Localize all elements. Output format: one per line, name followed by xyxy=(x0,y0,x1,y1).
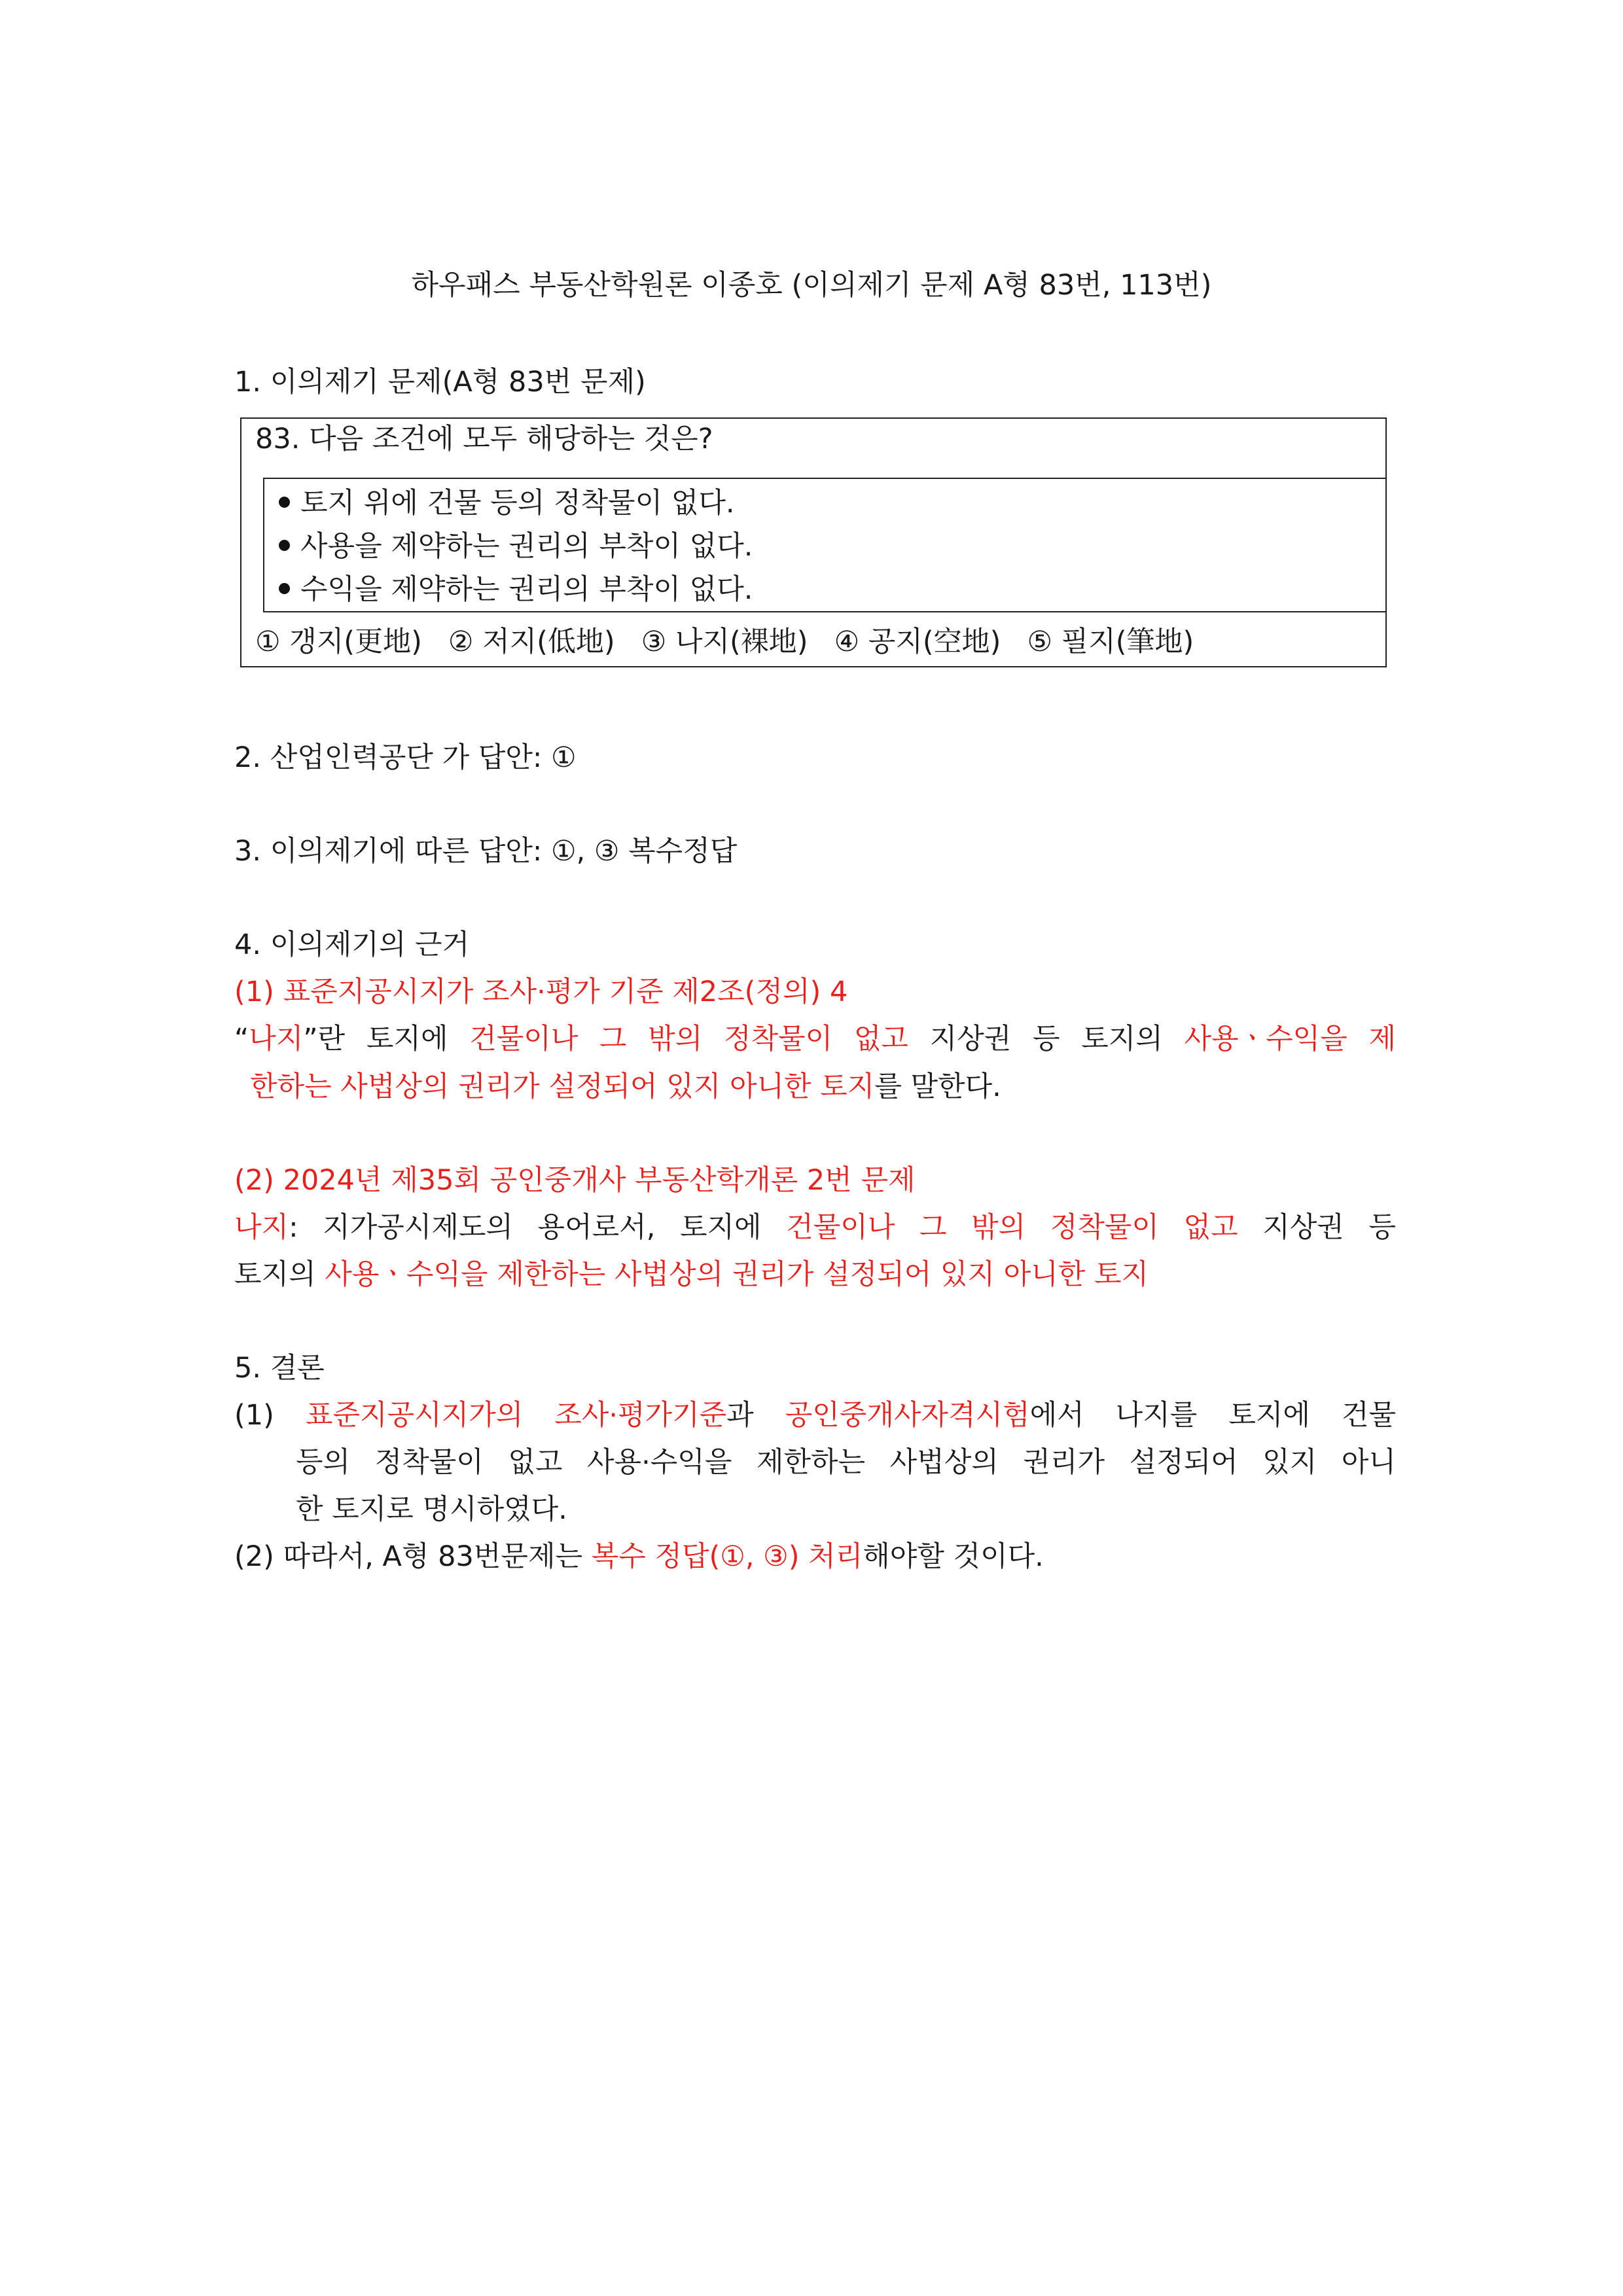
bullet-icon xyxy=(279,583,290,594)
choice-5: ⑤ 필지(筆地) xyxy=(1027,626,1194,658)
condition-item: 수익을 제약하는 권리의 부착이 없다. xyxy=(279,568,753,611)
choice-4: ④ 공지(空地) xyxy=(834,626,1001,658)
choice-2: ② 저지(低地) xyxy=(448,626,615,658)
basis-1-line-1: “나지”란 토지에 건물이나 그 밖의 정착물이 없고 지상권 등 토지의 사용ㆍ수익을 제 xyxy=(234,1023,1396,1055)
basis-1-heading: (1) 표준지공시지가 조사·평가 기준 제2조(정의) 4 xyxy=(234,976,848,1008)
section-3-text: 3. 이의제기에 따른 답안: ①, ③ 복수정답 xyxy=(234,835,738,868)
choice-3: ③ 나지(裸地) xyxy=(641,626,808,658)
choice-1: ① 갱지(更地) xyxy=(255,626,422,658)
section-4-heading: 4. 이의제기의 근거 xyxy=(234,928,470,961)
basis-2-line-2: 토지의 사용ㆍ수익을 제한하는 사법상의 권리가 설정되어 있지 아니한 토지 xyxy=(234,1258,1149,1291)
conclusion-1-line-3: 한 토지로 명시하였다. xyxy=(296,1493,567,1526)
bullet-icon xyxy=(279,540,290,551)
bullet-icon xyxy=(279,497,290,508)
question-text: 83. 다음 조건에 모두 해당하는 것은? xyxy=(255,423,713,455)
question-box xyxy=(240,417,1387,667)
conclusion-2: (2) 따라서, A형 83번문제는 복수 정답(①, ③) 처리해야할 것이다. xyxy=(234,1540,1044,1573)
condition-item: 토지 위에 건물 등의 정착물이 없다. xyxy=(279,482,735,525)
basis-2-heading: (2) 2024년 제35회 공인중개사 부동산학개론 2번 문제 xyxy=(234,1164,916,1197)
condition-item: 사용을 제약하는 권리의 부착이 없다. xyxy=(279,525,753,568)
conclusion-1-line-1: (1) 표준지공시지가의 조사·평가기준과 공인중개사자격시험에서 나지를 토지에 건물 xyxy=(234,1399,1397,1432)
section-5-heading: 5. 결론 xyxy=(234,1352,325,1385)
conclusion-1-line-2: 등의 정착물이 없고 사용·수익을 제한하는 사법상의 권리가 설정되어 있지 아니 xyxy=(296,1446,1396,1479)
document-title: 하우패스 부동산학원론 이종호 (이의제기 문제 A형 83번, 113번) xyxy=(411,269,1212,302)
basis-1-line-2: 한하는 사법상의 권리가 설정되어 있지 아니한 토지를 말한다. xyxy=(250,1070,1001,1103)
basis-2-line-1: 나지: 지가공시제도의 용어로서, 토지에 건물이나 그 밖의 정착물이 없고 지상권 등 xyxy=(234,1211,1396,1244)
section-2-text: 2. 산업인력공단 가 답안: ① xyxy=(234,741,577,774)
answer-choices xyxy=(255,622,1220,662)
conditions-box xyxy=(263,478,1387,612)
section-1-heading: 1. 이의제기 문제(A형 83번 문제) xyxy=(234,366,646,398)
